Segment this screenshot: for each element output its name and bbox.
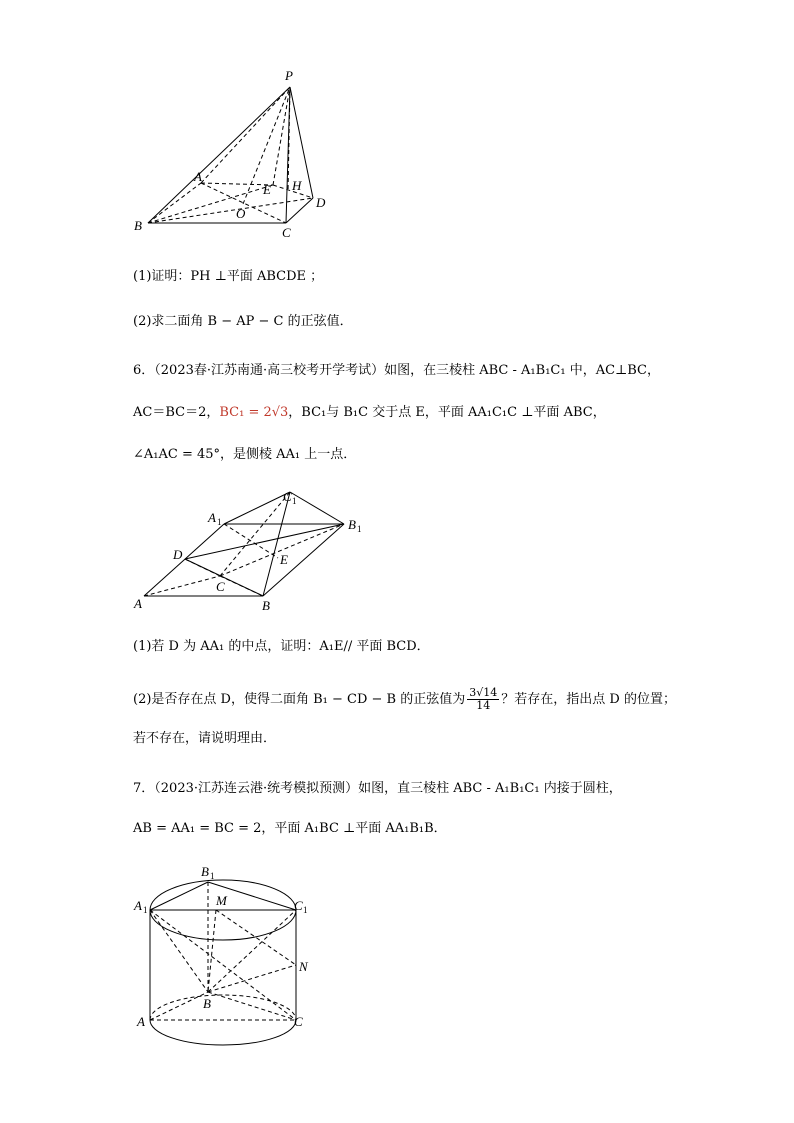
pyramid-figure <box>128 64 338 244</box>
fraction-denominator: 14 <box>476 699 491 712</box>
label-C1-sub: 1 <box>303 905 308 915</box>
label-E: E <box>263 182 271 197</box>
p6-heading: 6．（2023春·江苏南通·高三校考开学考试）如图，在三棱柱 ABC - A₁B₁C₁ 中，AC⊥BC， <box>133 363 660 378</box>
cylinder-figure <box>128 858 328 1048</box>
p7-line-2: AB = AA₁ = BC = 2，平面 A₁BC ⊥平面 AA₁B₁B． <box>133 821 447 836</box>
label-N: N <box>299 959 308 974</box>
label-P: P <box>285 68 293 83</box>
p5-question-1: (1)证明：PH ⊥平面 ABCDE ； <box>133 269 324 284</box>
p6-q2-a: (2)是否存在点 D，使得二面角 B₁ − CD − B 的正弦值为 <box>133 692 466 707</box>
p6-line-2-b: ，BC₁与 B₁C 交于点 E，平面 AA₁C₁C ⊥平面 ABC， <box>288 405 606 420</box>
label-C1: C <box>294 898 303 913</box>
label-M: M <box>216 893 227 908</box>
label-B: B <box>203 996 211 1011</box>
prism-figure <box>128 484 378 616</box>
label-A1-sub: 1 <box>217 517 222 527</box>
label-B: B <box>134 218 142 233</box>
label-B1-sub: 1 <box>210 871 215 881</box>
label-D: D <box>316 195 326 210</box>
p6-q2-b: ？若存在，指出点 D 的位置； <box>501 692 676 707</box>
label-C: C <box>282 225 291 240</box>
fraction <box>467 687 499 712</box>
label-D: D <box>173 547 183 562</box>
label-H: H <box>292 178 302 193</box>
label-A1: A <box>134 898 142 913</box>
label-A1: A <box>208 510 216 525</box>
p7-heading: 7．（2023·江苏连云港·统考模拟预测）如图，直三棱柱 ABC - A₁B₁C₁ 内接于圆柱， <box>133 781 622 796</box>
label-A: A <box>134 596 142 611</box>
label-A: A <box>137 1014 145 1029</box>
label-B1: B <box>348 517 356 532</box>
p6-line-2-red: BC₁ = 2√3 <box>219 405 289 420</box>
p6-question-2-cont: 若不存在，请说明理由． <box>133 731 277 746</box>
fraction-numerator: 3√14 <box>469 686 498 699</box>
p5-question-2: (2)求二面角 B − AP − C 的正弦值． <box>133 314 353 329</box>
p6-line-3: ∠A₁AC = 45°，是侧棱 AA₁ 上一点． <box>133 447 357 462</box>
label-B1-sub: 1 <box>357 524 362 534</box>
label-B1: B <box>201 864 209 879</box>
label-E: E <box>280 552 288 567</box>
p6-line-2-a: AC＝BC＝2， <box>133 405 220 420</box>
label-C1: C <box>283 489 292 504</box>
label-C: C <box>216 579 225 594</box>
p6-line-2 <box>133 404 606 422</box>
p6-question-2 <box>133 686 676 714</box>
label-A1-sub: 1 <box>143 905 148 915</box>
label-C1-sub: 1 <box>292 496 297 506</box>
p6-question-1: (1)若 D 为 AA₁ 的中点，证明：A₁E// 平面 BCD． <box>133 639 430 654</box>
label-C: C <box>294 1014 303 1029</box>
label-O: O <box>236 206 246 221</box>
label-A: A <box>194 169 202 184</box>
label-B: B <box>262 598 270 613</box>
